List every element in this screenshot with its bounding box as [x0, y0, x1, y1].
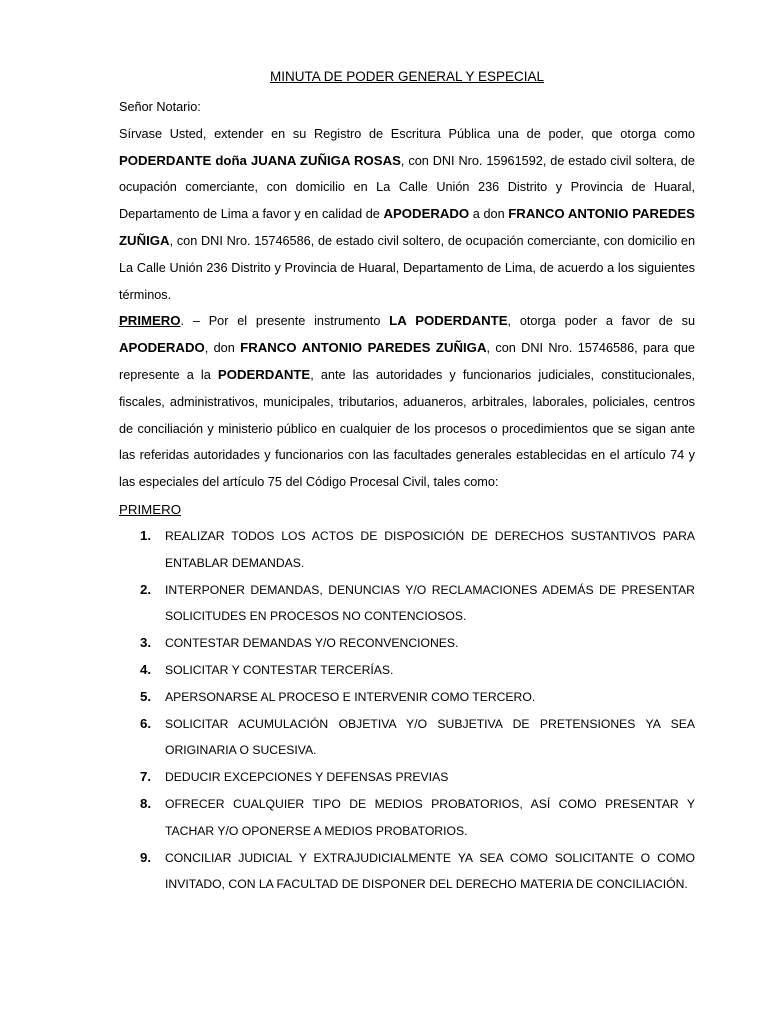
poderdante-name: PODERDANTE doña JUANA ZUÑIGA ROSAS	[119, 152, 401, 168]
list-item	[119, 764, 695, 791]
list-item	[119, 684, 695, 711]
list-item	[119, 523, 695, 577]
intro-text-4: , con DNI Nro. 15746586, de estado civil soltero, de ocupación comerciante, con domicilio en La Calle Unión 236 Distrito y Provincia de Huaral, Departamento de Lima, de acuerdo a los siguientes términos.	[119, 233, 695, 302]
primero-label: PRIMERO	[119, 313, 181, 329]
item-number: 9.	[140, 849, 152, 865]
apoderado-label: APODERADO	[383, 206, 470, 222]
list-item	[119, 791, 695, 845]
primero-text-5: , ante las autoridades y funcionarios judiciales, constitucionales, fiscales, administrativos, municipales, tributarios, aduaneros, arbitrales, laborales, policiales, centros de conciliación y ministerio público en cualquier de los procesos o procedimientos que se sigan ante las referidas autoridades y funcionarios con las facultades generales establecidas en el artículo 74 y las especiales del artículo 75 del Código Procesal Civil, tales como:	[119, 367, 695, 490]
item-text: SOLICITAR Y CONTESTAR TERCERÍAS.	[165, 662, 394, 677]
apoderado-full-name: FRANCO ANTONIO PAREDES ZUÑIGA	[240, 340, 487, 356]
list-item	[119, 657, 695, 684]
primero-clause	[119, 308, 695, 496]
item-text: CONTESTAR DEMANDAS Y/O RECONVENCIONES.	[165, 636, 459, 651]
list-item	[119, 845, 695, 899]
intro-text-1: Sírvase Usted, extender en su Registro de Escritura Pública una de poder, que otorga como	[119, 126, 695, 141]
section-heading: PRIMERO	[119, 501, 182, 517]
item-text: DEDUCIR EXCEPCIONES Y DEFENSAS PREVIAS	[165, 770, 449, 785]
poderdante-term: PODERDANTE	[217, 366, 311, 382]
item-number: 6.	[140, 715, 152, 731]
document-title: MINUTA DE PODER GENERAL Y ESPECIAL	[269, 69, 545, 84]
item-text: INTERPONER DEMANDAS, DENUNCIAS Y/O RECLAMACIONES ADEMÁS DE PRESENTAR SOLICITUDES EN PROCESOS NO CONTENCIOSOS.	[165, 582, 695, 624]
item-text: CONCILIAR JUDICIAL Y EXTRAJUDICIALMENTE YA SEA COMO SOLICITANTE O COMO INVITADO, CON LA FACULTAD DE DISPONER DEL DERECHO MATERIA DE CONCILIACIÓN.	[165, 850, 695, 892]
intro-paragraph	[119, 121, 695, 309]
apoderado-name: FRANCO ANTONIO PAREDES ZUÑIGA	[119, 206, 695, 248]
list-item	[119, 711, 695, 765]
la-poderdante: LA PODERDANTE	[389, 313, 508, 329]
primero-text-2: , otorga poder a favor de su	[507, 314, 695, 329]
primero-text-3: , don	[204, 341, 241, 356]
intro-text-2: , con DNI Nro. 15961592, de estado civil soltera, de ocupación comerciante, con domicilio en La Calle Unión 236 Distrito y Provincia de Huaral, Departamento de Lima a favor y en calidad de	[119, 153, 695, 222]
primero-text-1: . – Por el presente instrumento	[180, 314, 390, 329]
greeting: Señor Notario:	[119, 100, 201, 114]
list-item	[119, 630, 695, 657]
item-number: 3.	[140, 635, 152, 651]
item-number: 4.	[140, 661, 152, 677]
item-number: 5.	[140, 688, 152, 704]
item-number: 7.	[140, 769, 152, 785]
apoderado-term: APODERADO	[119, 340, 205, 356]
acts-list	[119, 523, 695, 898]
item-text: REALIZAR TODOS LOS ACTOS DE DISPOSICIÓN DE DERECHOS SUSTANTIVOS PARA ENTABLAR DEMANDAS.	[165, 528, 695, 570]
item-text: SOLICITAR ACUMULACIÓN OBJETIVA Y/O SUBJETIVA DE PRETENSIONES YA SEA ORIGINARIA O SUCESIVA.	[165, 716, 695, 758]
item-text: APERSONARSE AL PROCESO E INTERVENIR COMO TERCERO.	[165, 689, 536, 704]
item-number: 1.	[140, 527, 152, 543]
list-item	[119, 577, 695, 631]
intro-text-3: a don	[469, 207, 509, 222]
primero-text-4: , con DNI Nro. 15746586, para que represente a la	[119, 341, 695, 382]
item-number: 2.	[140, 581, 152, 597]
item-number: 8.	[140, 795, 152, 811]
item-text: OFRECER CUALQUIER TIPO DE MEDIOS PROBATORIOS, ASÍ COMO PRESENTAR Y TACHAR Y/O OPONERSE A MEDIOS PROBATORIOS.	[165, 796, 695, 838]
